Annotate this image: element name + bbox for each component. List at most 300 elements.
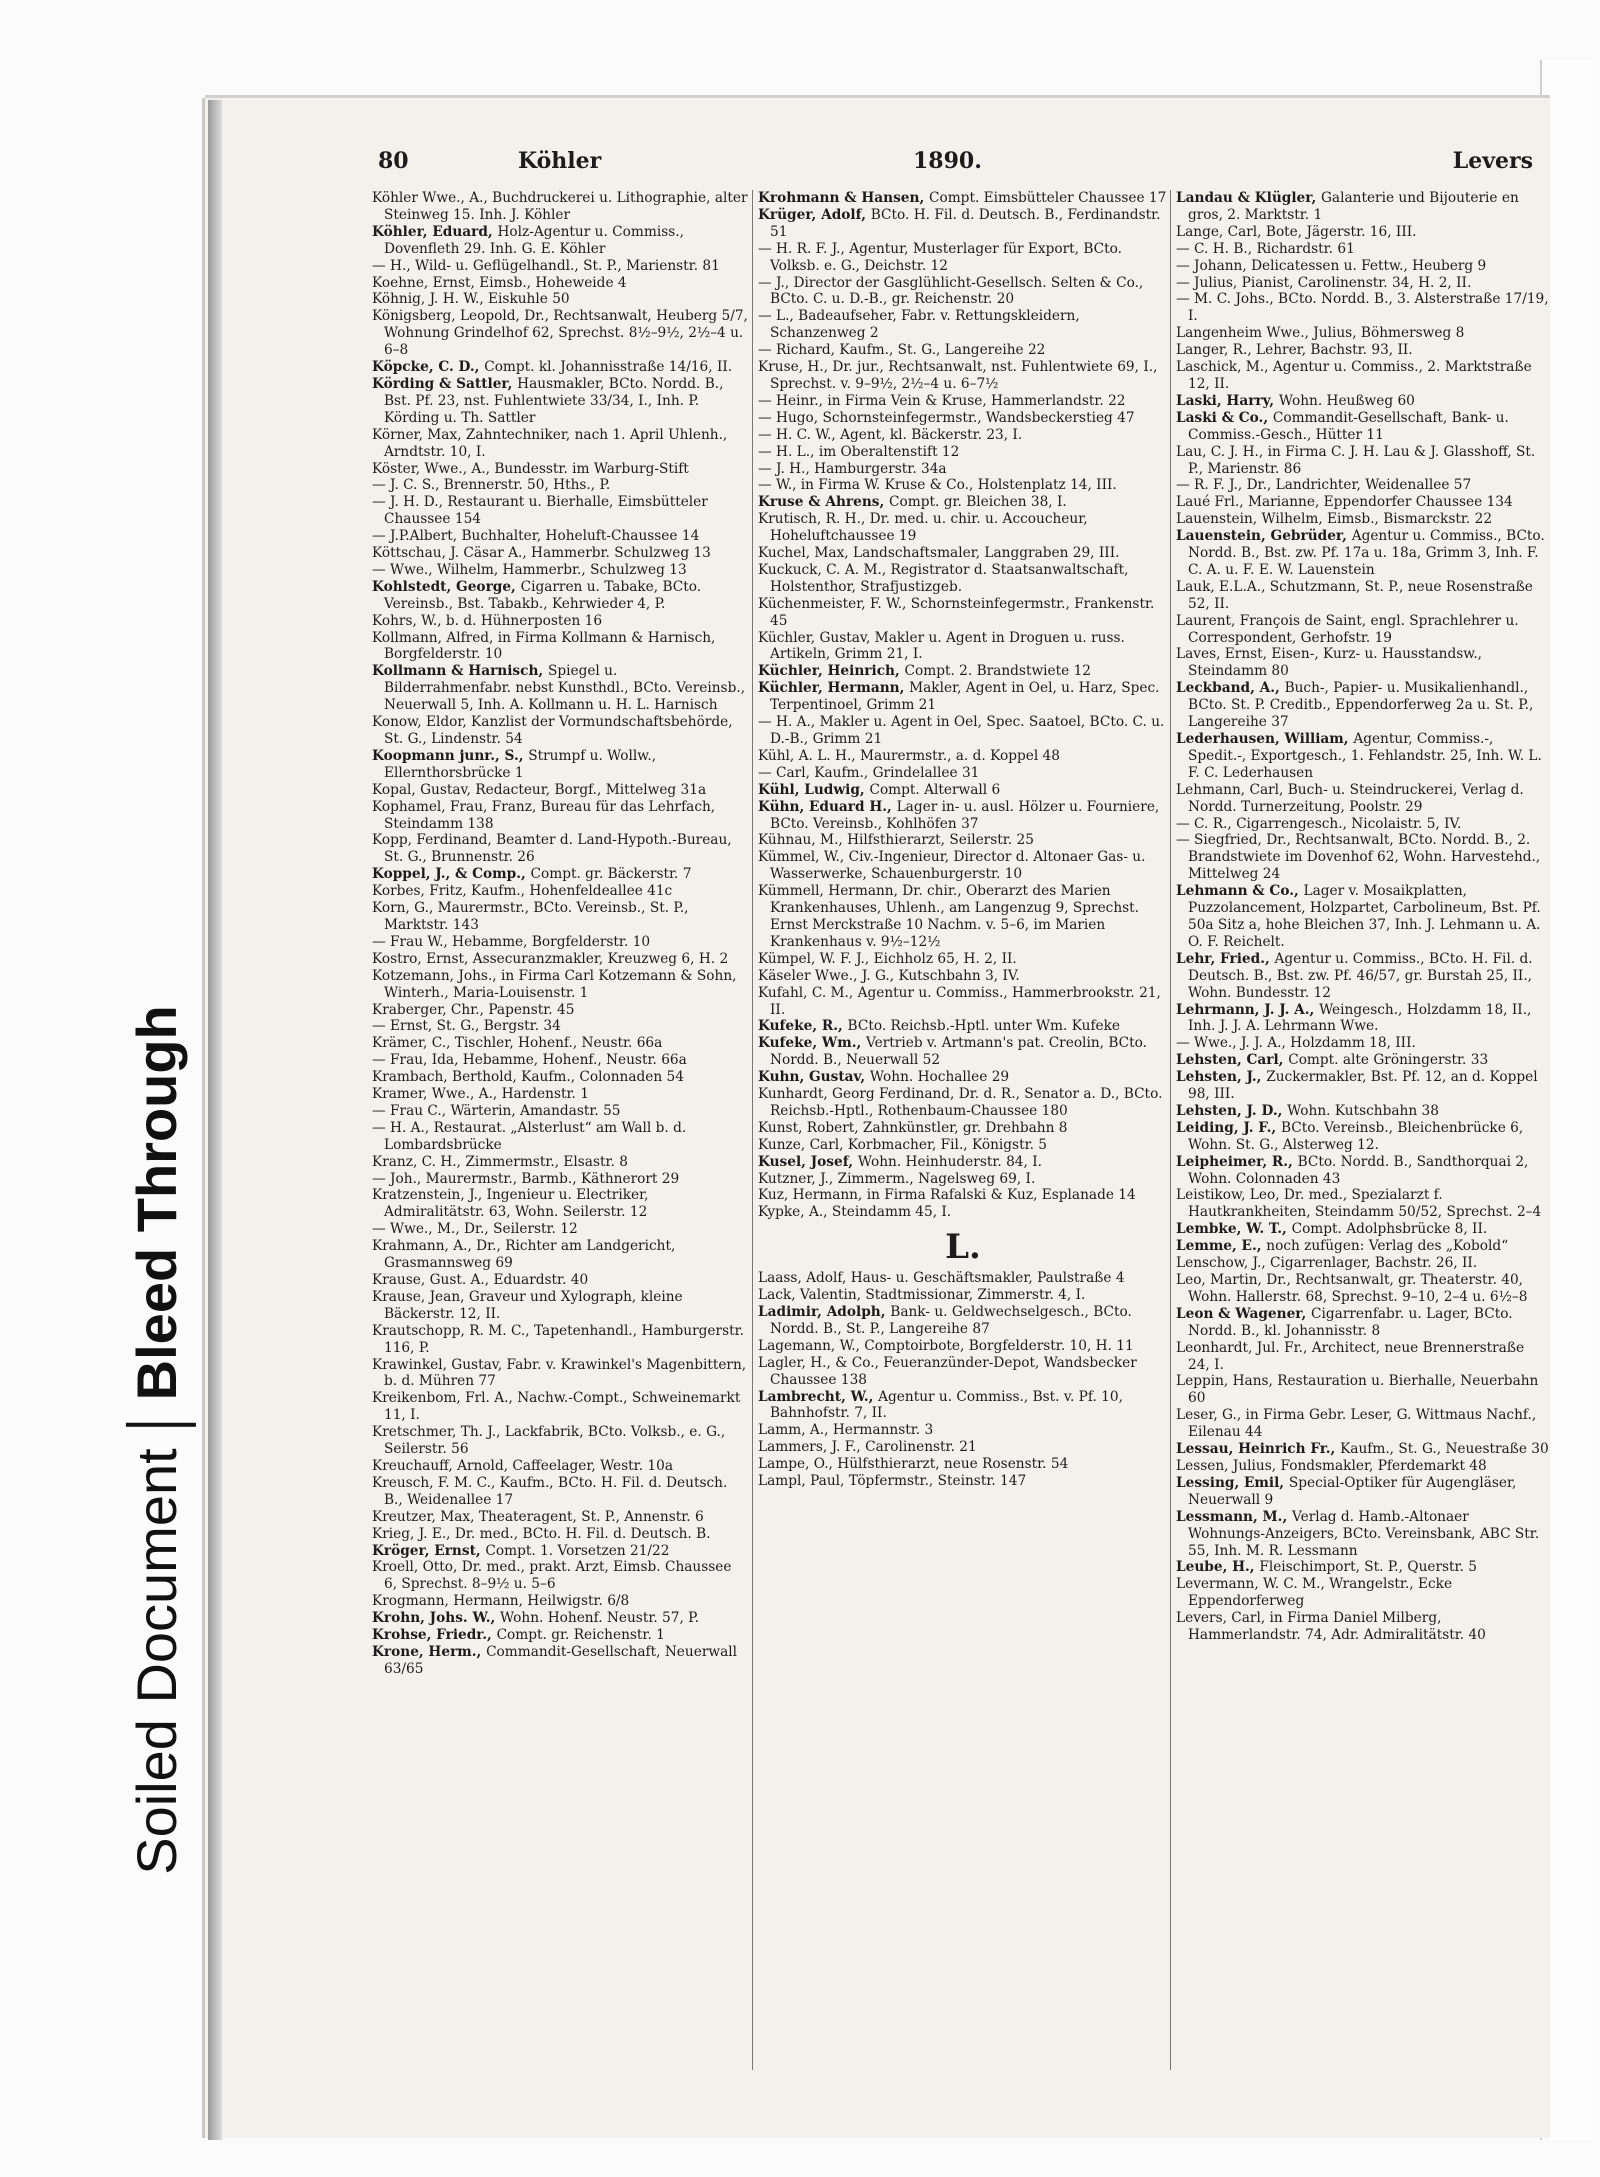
entry-text: Kümmell, Hermann, Dr. chir., Oberarzt des Marien Krankenhauses, Uhlenh., am Langenzug 9, Sprechst. Ernst Merckstraße 10 Nachm. v. 5–6, im Marien Krankenhaus v. 9½–12½ (758, 883, 1140, 950)
entry-text: Königsberg, Leopold, Dr., Rechtsanwalt, Heuberg 5/7, Wohnung Grindelhof 62, Sprechst. 8½–9½, 2½–4 u. 6–8 (372, 308, 748, 359)
entry-text: Kunst, Robert, Zahnkünstler, gr. Drehbahn 8 (758, 1119, 1068, 1136)
entry-text: Holz-Agentur u. Commiss., Dovenfleth 29. Inh. G. E. Köhler (384, 223, 684, 257)
entry-name: Küchler, Heinrich, (758, 663, 905, 680)
entry-text: — Frau W., Hebamme, Borgfelderstr. 10 (372, 933, 651, 950)
entry-text: — Wwe., J. J. A., Holzdamm 18, III. (1176, 1035, 1416, 1052)
directory-entry (758, 748, 1168, 765)
entry-text: Lessen, Julius, Fondsmakler, Pferdemarkt 48 (1176, 1457, 1487, 1474)
entry-text: — Wwe., M., Dr., Seilerstr. 12 (372, 1221, 578, 1238)
directory-entry (372, 1221, 748, 1238)
entry-text: Hausmakler, BCto. Nordd. B., Bst. Pf. 23, nst. Fuhlentwiete 33/34, I., Inh. P. Körding u. Th. Sattler (384, 375, 724, 426)
entry-text: Lehmann, Carl, Buch- u. Steindruckerei, Verlag d. Nordd. Turnerzeitung, Poolstr. 29 (1176, 781, 1524, 815)
directory-entry (1176, 1559, 1550, 1576)
entry-text: Kopal, Gustav, Redacteur, Borgf., Mittelweg 31a (372, 781, 707, 798)
directory-entry (758, 849, 1168, 883)
entry-text: Cigarren u. Tabake, BCto. Vereinsb., Bst. Tabakb., Kehrwieder 4, P. (384, 578, 702, 612)
directory-entry (758, 477, 1168, 494)
directory-entry (1176, 1576, 1550, 1610)
entry-text: Konow, Eldor, Kanzlist der Vormundschaftsbehörde, St. G., Lindenstr. 54 (372, 714, 733, 747)
directory-entry (758, 393, 1168, 410)
entry-name: Lambrecht, W., (758, 1388, 879, 1405)
directory-entry (1176, 477, 1550, 494)
directory-entry (1176, 1441, 1550, 1458)
entry-text: Krutisch, R. H., Dr. med. u. chir. u. Accoucheur, Hoheluftchaussee 19 (758, 511, 1088, 545)
entry-text: — M. C. Johs., BCto. Nordd. B., 3. Alsterstraße 17/19, I. (1176, 291, 1549, 325)
entry-name: Leipheimer, R., (1176, 1153, 1298, 1170)
entry-text: Kühnau, M., Hilfsthierarzt, Seilerstr. 25 (758, 832, 1034, 849)
directory-entry (1176, 951, 1550, 1002)
directory-entry (1176, 1035, 1550, 1052)
entry-text: Kreusch, F. M. C., Kaufm., BCto. H. Fil. d. Deutsch. B., Weidenallee 17 (372, 1474, 728, 1508)
entry-text: Agentur u. Commiss., BCto. Nordd. B., Bst. zw. Pf. 17a u. 18a, Grimm 3, Inh. F. C. A. u. F. E. W. Lauenstein (1188, 528, 1545, 578)
entry-text: Commandit-Gesellschaft, Bank- u. Commiss.-Gesch., Hütter 11 (1188, 409, 1509, 443)
directory-entry (1176, 1069, 1550, 1103)
entry-text: — H., Wild- u. Geflügelhandl., St. P., Marienstr. 81 (372, 257, 720, 274)
directory-entry (758, 1204, 1168, 1221)
entry-text: Lager in- u. ausl. Hölzer u. Fourniere, BCto. Vereinsb., Kohlhöfen 37 (770, 798, 1160, 832)
directory-entry (758, 1389, 1168, 1423)
directory-entry (1176, 1221, 1550, 1238)
directory-entry (758, 1120, 1168, 1137)
entry-text: — Richard, Kaufm., St. G., Langereihe 22 (758, 342, 1046, 359)
directory-entry (372, 1559, 748, 1593)
directory-entry (372, 1052, 748, 1069)
entry-text: Levers, Carl, in Firma Daniel Milberg, Hammerlandstr. 74, Adr. Admiralitätstr. 40 (1176, 1610, 1486, 1644)
entry-text: Laves, Ernst, Eisen-, Kurz- u. Hausstandsw., Steindamm 80 (1176, 646, 1483, 680)
entry-text: Kramer, Wwe., A., Hardenstr. 1 (372, 1086, 589, 1103)
directory-entry (1176, 1306, 1550, 1340)
directory-entry (372, 562, 748, 579)
entry-name: Landau & Klügler, (1176, 190, 1321, 206)
entry-text: Agentur u. Commiss., BCto. H. Fil. d. Deutsch. B., Bst. zw. Pf. 46/57, gr. Burstah 25, II., Wohn. Bundesstr. 12 (1188, 950, 1533, 1001)
entry-text: Zuckermakler, Bst. Pf. 12, an d. Koppel 98, III. (1188, 1069, 1538, 1103)
entry-text: Agentur u. Commiss., Bst. v. Pf. 10, Bahnhofstr. 7, II. (770, 1388, 1123, 1422)
entry-text: Leser, G., in Firma Gebr. Leser, G. Wittmaus Nachf., Eilenau 44 (1176, 1407, 1537, 1441)
directory-entry (1176, 1154, 1550, 1188)
directory-entry (758, 1287, 1168, 1304)
directory-entry (372, 1289, 748, 1323)
entry-name: Lehsten, J., (1176, 1069, 1267, 1086)
entry-text: Kuz, Hermann, in Firma Rafalski & Kuz, Esplanade 14 (758, 1187, 1136, 1204)
entry-name: Kruse & Ahrens, (758, 494, 890, 511)
directory-entry (1176, 342, 1550, 359)
directory-entry (758, 241, 1168, 275)
directory-entry (372, 1644, 748, 1678)
directory-entry (758, 342, 1168, 359)
directory-entry (372, 545, 748, 562)
directory-entry (372, 427, 748, 461)
entry-text: Kotzemann, Johs., in Firma Carl Kotzemann & Sohn, Winterh., Maria-Louisenstr. 1 (372, 967, 737, 1001)
directory-entry (758, 207, 1168, 241)
entry-name: Ladimir, Adolph, (758, 1304, 891, 1320)
entry-text: Kuckuck, C. A. M., Registrator d. Staatsanwaltschaft, Holstenthor, Strafjustizgeb. (758, 561, 1129, 595)
entry-text: Commandit-Gesellschaft, Neuerwall 63/65 (384, 1643, 737, 1677)
book-spine (208, 100, 222, 2140)
entry-text: Kraberger, Chr., Papenstr. 45 (372, 1001, 575, 1018)
entry-name: Kufeke, Wm., (758, 1035, 867, 1052)
directory-entry (758, 359, 1168, 393)
entry-name: Kufeke, R., (758, 1018, 848, 1035)
entry-text: Lamm, A., Hermannstr. 3 (758, 1422, 934, 1439)
directory-entry (758, 427, 1168, 444)
directory-entry (372, 1002, 748, 1019)
entry-text: BCto. Vereinsb., Bleichenbrücke 6, Wohn. St. G., Alsterweg 12. (1188, 1119, 1524, 1153)
directory-entry (372, 613, 748, 630)
entry-text: — Ernst, St. G., Bergstr. 34 (372, 1018, 561, 1035)
directory-entry (758, 630, 1168, 664)
directory-entry (1176, 1052, 1550, 1069)
entry-text: Kratzenstein, J., Ingenieur u. Electriker, Admiralitätstr. 63, Wohn. Seilerstr. 12 (372, 1187, 649, 1221)
entry-text: Lagemann, W., Comptoirbote, Borgfelderstr. 10, H. 11 (758, 1337, 1134, 1354)
directory-entry (1176, 1272, 1550, 1306)
directory-entry (372, 951, 748, 968)
entry-text: — J., Director der Gasglühlicht-Gesellsch. Selten & Co., BCto. C. u. D.-B., gr. Reichenstr. 20 (758, 274, 1144, 308)
entry-text: Kutzner, J., Zimmerm., Nagelsweg 69, I. (758, 1170, 1036, 1187)
entry-text: Krahmann, A., Dr., Richter am Landgericht, Grasmannsweg 69 (372, 1238, 676, 1272)
entry-text: Kreutzer, Max, Theateragent, St. P., Annenstr. 6 (372, 1508, 704, 1525)
entry-text: — J. H., Hamburgerstr. 34a (758, 460, 947, 477)
entry-text: Agentur, Commiss.-, Spedit.-, Exportgesch., 1. Fehlandstr. 25, Inh. W. L. F. C. Lederhausen (1188, 731, 1542, 781)
entry-name: Krohn, Johs. W., (372, 1610, 500, 1627)
directory-entry (1176, 291, 1550, 325)
entry-text: Compt. Eimsbütteler Chaussee 17 (928, 190, 1167, 206)
section-letter: L. (945, 1227, 981, 1268)
entry-text: Kypke, A., Steindamm 45, I. (758, 1204, 952, 1221)
directory-entry (372, 1593, 748, 1610)
directory-entry (758, 985, 1168, 1019)
directory-entry (758, 275, 1168, 309)
directory-entry (758, 782, 1168, 799)
entry-text: Koehne, Ernst, Eimsb., Hoheweide 4 (372, 274, 627, 291)
entry-text: Küchenmeister, F. W., Schornsteinfegermstr., Frankenstr. 45 (758, 595, 1155, 629)
entry-text: Laass, Adolf, Haus- u. Geschäftsmakler, Paulstraße 4 (758, 1270, 1125, 1287)
directory-entry (1176, 410, 1550, 444)
entry-name: Lessing, Emil, (1176, 1474, 1289, 1491)
entry-text: Korbes, Fritz, Kaufm., Hohenfeldeallee 41c (372, 883, 673, 900)
entry-name: Köpcke, C. D., (372, 359, 485, 376)
entry-name: Lehsten, J. D., (1176, 1102, 1288, 1119)
entry-name: Krohse, Friedr., (372, 1627, 497, 1644)
directory-entry (372, 1154, 748, 1171)
entry-text: Köttschau, J. Cäsar A., Hammerbr. Schulzweg 13 (372, 545, 711, 562)
directory-entry (1176, 1002, 1550, 1036)
entry-name: Küchler, Hermann, (758, 680, 910, 697)
entry-text: — Frau, Ida, Hebamme, Hohenf., Neustr. 66a (372, 1052, 687, 1069)
directory-entry (758, 1422, 1168, 1439)
entry-text: — W., in Firma W. Kruse & Co., Holstenplatz 14, III. (758, 477, 1117, 494)
directory-entry (758, 968, 1168, 985)
entry-name: Krohmann & Hansen, (758, 190, 929, 206)
entry-text: BCto. Reichsb.-Hptl. unter Wm. Kufeke (847, 1018, 1121, 1035)
directory-entry (372, 1086, 748, 1103)
entry-text: Vertrieb v. Artmann's pat. Creolin, BCto. Nordd. B., Neuerwall 52 (770, 1035, 1147, 1069)
directory-entry (372, 528, 748, 545)
page-number: 80 (378, 148, 409, 174)
entry-text: Lange, Carl, Bote, Jägerstr. 16, III. (1176, 223, 1417, 240)
directory-entry (1176, 241, 1550, 258)
directory-entry (372, 579, 748, 613)
entry-text: Kümpel, W. F. J., Eichholz 65, H. 2, II. (758, 950, 1017, 967)
entry-text: — J.P.Albert, Buchhalter, Hoheluft-Chaussee 14 (372, 528, 700, 545)
entry-text: Krämer, C., Tischler, Hohenf., Neustr. 66a (372, 1035, 663, 1052)
directory-entry (372, 376, 748, 427)
entry-text: Käseler Wwe., J. G., Kutschbahn 3, IV. (758, 967, 1020, 984)
directory-entry (372, 714, 748, 748)
entry-text: Leppin, Hans, Restauration u. Bierhalle, Neuerbahn 60 (1176, 1373, 1539, 1407)
directory-entry (372, 883, 748, 900)
entry-text: Krause, Gust. A., Eduardstr. 40 (372, 1272, 589, 1288)
entry-text: — R. F. J., Dr., Landrichter, Weidenallee 57 (1176, 477, 1472, 494)
directory-entry (758, 1355, 1168, 1389)
directory-entry (1176, 1373, 1550, 1407)
directory-entry (372, 1610, 748, 1627)
entry-name: Lauenstein, Gebrüder, (1176, 528, 1352, 545)
bleed-through-label: Bleed Through (124, 1005, 188, 1401)
directory-entry (372, 1627, 748, 1644)
directory-entry (1176, 511, 1550, 528)
directory-entry (372, 832, 748, 866)
directory-entry (372, 1526, 748, 1543)
directory-entry (372, 748, 748, 782)
entry-text: BCto. H. Fil. d. Deutsch. B., Ferdinandstr. 51 (770, 206, 1161, 240)
directory-entry (1176, 190, 1550, 224)
entry-text: Galanterie und Bijouterie en gros, 2. Marktstr. 1 (1188, 190, 1519, 223)
directory-entry (372, 477, 748, 494)
entry-name: Koopmann junr., S., (372, 747, 529, 764)
directory-entry (372, 1069, 748, 1086)
entry-text: Korn, G., Maurermstr., BCto. Vereinsb., St. P., Marktstr. 143 (372, 900, 689, 933)
entry-text: Wohn. Heinhuderstr. 84, I. (857, 1153, 1042, 1170)
directory-entry (372, 782, 748, 799)
entry-text: Krause, Jean, Graveur und Xylograph, kleine Bäckerstr. 12, II. (372, 1288, 683, 1322)
entry-text: Köhler Wwe., A., Buchdruckerei u. Lithographie, alter Steinweg 15. Inh. J. Köhler (372, 190, 748, 223)
entry-text: Leo, Martin, Dr., Rechtsanwalt, gr. Theaterstr. 40, Wohn. Hallerstr. 68, Sprechst. 9–10, 2–4 u. 6½–8 (1176, 1272, 1528, 1305)
entry-text: Lager v. Mosaikplatten, Puzzolancement, Holzpartet, Carbolineum, Bst. Pf. 50a Sitz a, hohe Bleichen 37, Inh. J. Lehmann u. A. O. F. Reichelt. (1188, 883, 1541, 950)
directory-entry (1176, 1103, 1550, 1120)
entry-text: Küchler, Gustav, Makler u. Agent in Droguen u. russ. Artikeln, Grimm 21, I. (758, 629, 1125, 663)
entry-name: Körding & Sattler, (372, 375, 518, 392)
entry-name: Leiding, J. F., (1176, 1119, 1281, 1136)
directory-entry (758, 765, 1168, 782)
entry-text: — Julius, Pianist, Carolinenstr. 34, H. 2, II. (1176, 274, 1472, 291)
directory-entry (372, 1475, 748, 1509)
entry-text: Kreikenbom, Frl. A., Nachw.-Compt., Schweinemarkt 11, I. (372, 1390, 741, 1424)
directory-entry (758, 1069, 1168, 1086)
entry-name: Leon & Wagener, (1176, 1305, 1312, 1322)
directory-entry (758, 883, 1168, 951)
entry-text: Kostro, Ernst, Assecuranzmakler, Kreuzweg 6, H. 2 (372, 950, 729, 967)
entry-text: Compt. 2. Brandstwiete 12 (904, 663, 1092, 680)
entry-text: Wohn. Kutschbahn 38 (1287, 1102, 1439, 1119)
entry-name: Lessau, Heinrich Fr., (1176, 1441, 1341, 1458)
entry-text: Kunhardt, Georg Ferdinand, Dr. d. R., Senator a. D., BCto. Reichsb.-Hptl., Rothenbaum-Chaussee 180 (758, 1086, 1163, 1119)
directory-entry (1176, 359, 1550, 393)
directory-entry (372, 258, 748, 275)
directory-entry (1176, 224, 1550, 241)
entry-name: Lehsten, Carl, (1176, 1052, 1289, 1069)
directory-entry (372, 224, 748, 258)
directory-entry (758, 1456, 1168, 1473)
entry-text: Compt. gr. Bleichen 38, I. (889, 494, 1067, 511)
directory-entry (372, 308, 748, 359)
directory-entry (758, 1304, 1168, 1338)
directory-entry (372, 866, 748, 883)
directory-entry (1176, 1340, 1550, 1374)
entry-name: Lehrmann, J. J. A., (1176, 1001, 1320, 1018)
entry-name: Krüger, Adolf, (758, 206, 871, 223)
directory-entry (758, 1018, 1168, 1035)
directory-entry (372, 1543, 748, 1560)
directory-entry (372, 1018, 748, 1035)
entry-text: Laué Frl., Marianne, Eppendorfer Chaussee 134 (1176, 494, 1513, 511)
entry-text: Lack, Valentin, Stadtmissionar, Zimmerstr. 4, I. (758, 1287, 1086, 1304)
directory-entry (1176, 1238, 1550, 1255)
entry-name: Lessmann, M., (1176, 1508, 1292, 1525)
entry-text: Kranz, C. H., Zimmermstr., Elsastr. 8 (372, 1153, 628, 1170)
entry-name: Kühl, Ludwig, (758, 781, 870, 798)
directory-entry (758, 444, 1168, 461)
directory-entry (758, 1439, 1168, 1456)
entry-name: Kühn, Eduard H., (758, 798, 897, 815)
label-separator (126, 1422, 196, 1426)
left-running-head: Köhler (518, 148, 602, 174)
entry-text: — Frau C., Wärterin, Amandastr. 55 (372, 1102, 621, 1119)
entry-text: Körner, Max, Zahntechniker, nach 1. April Uhlenh., Arndtstr. 10, I. (372, 426, 728, 460)
entry-text: Kophamel, Frau, Franz, Bureau für das Lehrfach, Steindamm 138 (372, 798, 716, 832)
entry-name: Kröger, Ernst, (372, 1542, 486, 1559)
directory-entry (758, 1137, 1168, 1154)
directory-entry (758, 1270, 1168, 1287)
directory-entry (1176, 275, 1550, 292)
directory-entry (372, 1390, 748, 1424)
entry-name: Kuhn, Gustav, (758, 1069, 870, 1086)
entry-name: Lemme, E., (1176, 1238, 1267, 1255)
column-rule (752, 190, 753, 2070)
directory-entry (1176, 1458, 1550, 1475)
entry-name: Lembke, W. T., (1176, 1221, 1292, 1238)
directory-entry (758, 951, 1168, 968)
right-running-head: Levers (1452, 148, 1533, 174)
directory-entry (372, 799, 748, 833)
directory-entry (758, 1171, 1168, 1188)
directory-entry (1176, 579, 1550, 613)
entry-text: Kreuchauff, Arnold, Caffeelager, Westr. 10a (372, 1457, 673, 1474)
entry-text: Buch-, Papier- u. Musikalienhandl., BCto. St. P. Creditb., Eppendorferweg 2a u. St. P., Langereihe 37 (1188, 680, 1534, 731)
entry-text: — Carl, Kaufm., Grindelallee 31 (758, 764, 980, 781)
entry-text: Leonhardt, Jul. Fr., Architect, neue Brennerstraße 24, I. (1176, 1339, 1525, 1373)
directory-entry (1176, 444, 1550, 478)
directory-entry (758, 799, 1168, 833)
entry-name: Koppel, J., & Comp., (372, 866, 531, 883)
entry-name: Kusel, Josef, (758, 1153, 858, 1170)
entry-text: Kohrs, W., b. d. Hühnerposten 16 (372, 612, 603, 629)
entry-text: Köhnig, J. H. W., Eiskuhle 50 (372, 291, 570, 308)
entry-text: Compt. 1. Vorsetzen 21/22 (485, 1542, 670, 1559)
directory-entry (372, 1120, 748, 1154)
entry-text: Kunze, Carl, Korbmacher, Fil., Königstr. 5 (758, 1136, 1048, 1153)
entry-text: Cigarrenfabr. u. Lager, BCto. Nordd. B., kl. Johannisstr. 8 (1188, 1305, 1513, 1339)
directory-entry (1176, 883, 1550, 951)
directory-entry (1176, 528, 1550, 579)
entry-text: — Johann, Delicatessen u. Fettw., Heuberg 9 (1176, 257, 1487, 274)
entry-text: Kopp, Ferdinand, Beamter d. Land-Hypoth.-Bureau, St. G., Brunnenstr. 26 (372, 832, 732, 866)
entry-text: Fleischimport, St. P., Querstr. 5 (1259, 1559, 1478, 1576)
entry-name: Köhler, Eduard, (372, 223, 498, 240)
entry-text: Krogmann, Hermann, Heilwigstr. 6/8 (372, 1593, 630, 1610)
entry-name: Lehr, Fried., (1176, 950, 1275, 967)
directory-entry (758, 410, 1168, 427)
directory-entry (758, 494, 1168, 511)
entry-text: Levermann, W. C. M., Wrangelstr., Ecke Eppendorferweg (1176, 1576, 1453, 1610)
entry-text: — C. H. B., Richardstr. 61 (1176, 240, 1355, 257)
directory-entry (758, 680, 1168, 714)
entry-name: Lehmann & Co., (1176, 883, 1304, 900)
entry-text: Kühl, A. L. H., Maurermstr., a. d. Koppel 48 (758, 747, 1060, 764)
entry-text: Spiegel u. Bilderrahmenfabr. nebst Kunsthdl., BCto. Vereinsb., Neuerwall 5, Inh. A. Kollmann u. H. L. Harnisch (384, 663, 746, 714)
directory-entry (372, 359, 748, 376)
directory-entry (758, 190, 1168, 207)
entry-text: — H. A., Restaurat. „Alsterlust“ am Wall b. d. Lombardsbrücke (372, 1119, 687, 1153)
entry-text: Weingesch., Holzdamm 18, II., Inh. J. J. A. Lehrmann Wwe. (1188, 1001, 1532, 1035)
directory-entry (1176, 1187, 1550, 1221)
directory-entry (372, 1103, 748, 1120)
directory-entry (758, 832, 1168, 849)
entry-text: Makler, Agent in Oel, u. Harz, Spec. Terpentinoel, Grimm 21 (770, 680, 1160, 714)
directory-entry (372, 934, 748, 951)
entry-text: — Hugo, Schornsteinfegermstr., Wandsbeckerstieg 47 (758, 409, 1135, 426)
directory-entry (758, 1473, 1168, 1490)
directory-entry (1176, 646, 1550, 680)
directory-entry (758, 1187, 1168, 1204)
entry-text: — H. L., im Oberaltenstift 12 (758, 443, 960, 460)
entry-text: — Joh., Maurermstr., Barmb., Käthnerort 29 (372, 1170, 680, 1187)
entry-text: — Siegfried, Dr., Rechtsanwalt, BCto. Nordd. B., 2. Brandstwiete im Dovenhof 62, Wohn. Harvestehd., Mittelweg 24 (1176, 832, 1541, 883)
entry-text: Lenschow, J., Cigarrenlager, Bachstr. 26, II. (1176, 1255, 1478, 1272)
directory-column-1 (372, 190, 748, 2070)
entry-text: Kümmel, W., Civ.-Ingenieur, Director d. Altonaer Gas- u. Wasserwerke, Schauenburgerstr. 10 (758, 849, 1146, 883)
entry-text: Verlag d. Hamb.-Altonaer Wohnungs-Anzeigers, BCto. Vereinsbank, ABC Str. 55, Inh. M. R. Lessmann (1188, 1508, 1540, 1559)
directory-entry (1176, 1120, 1550, 1154)
entry-text: Wohn. Hohenf. Neustr. 57, P. (500, 1610, 699, 1627)
directory-entry (758, 1035, 1168, 1069)
directory-entry (1176, 613, 1550, 647)
entry-name: Kohlstedt, George, (372, 578, 521, 595)
directory-entry (1176, 393, 1550, 410)
entry-text: Krawinkel, Gustav, Fabr. v. Krawinkel's Magenbittern, b. d. Mühren 77 (372, 1356, 747, 1390)
entry-text: Lammers, J. F., Carolinenstr. 21 (758, 1439, 977, 1456)
entry-text: Kollmann, Alfred, in Firma Kollmann & Harnisch, Borgfelderstr. 10 (372, 629, 716, 663)
page-header (378, 148, 1533, 188)
directory-entry (372, 1458, 748, 1475)
entry-text: Kroell, Otto, Dr. med., prakt. Arzt, Eimsb. Chaussee 6, Sprechst. 8–9½ u. 5–6 (372, 1559, 732, 1593)
entry-text: Wohn. Hochallee 29 (869, 1069, 1010, 1086)
directory-entry (372, 494, 748, 528)
entry-name: Leube, H., (1176, 1559, 1260, 1576)
directory-entry (758, 714, 1168, 748)
entry-text: BCto. Nordd. B., Sandthorquai 2, Wohn. Colonnaden 43 (1188, 1153, 1529, 1187)
directory-entry (758, 511, 1168, 545)
directory-entry (758, 1086, 1168, 1120)
entry-text: Lauenstein, Wilhelm, Eimsb., Bismarckstr. 22 (1176, 511, 1493, 528)
entry-text: Compt. alte Gröningerstr. 33 (1288, 1052, 1489, 1069)
entry-text: Compt. gr. Bäckerstr. 7 (530, 866, 692, 883)
directory-entry (372, 291, 748, 308)
directory-entry (758, 1338, 1168, 1355)
entry-text: — L., Badeaufseher, Fabr. v. Rettungskleidern, Schanzenweg 2 (758, 308, 1080, 342)
entry-text: Lagler, H., & Co., Feueranzünder-Depot, Wandsbecker Chaussee 138 (758, 1354, 1137, 1388)
entry-text: Kretschmer, Th. J., Lackfabrik, BCto. Volksb., e. G., Seilerstr. 56 (372, 1424, 726, 1458)
directory-entry (372, 1424, 748, 1458)
